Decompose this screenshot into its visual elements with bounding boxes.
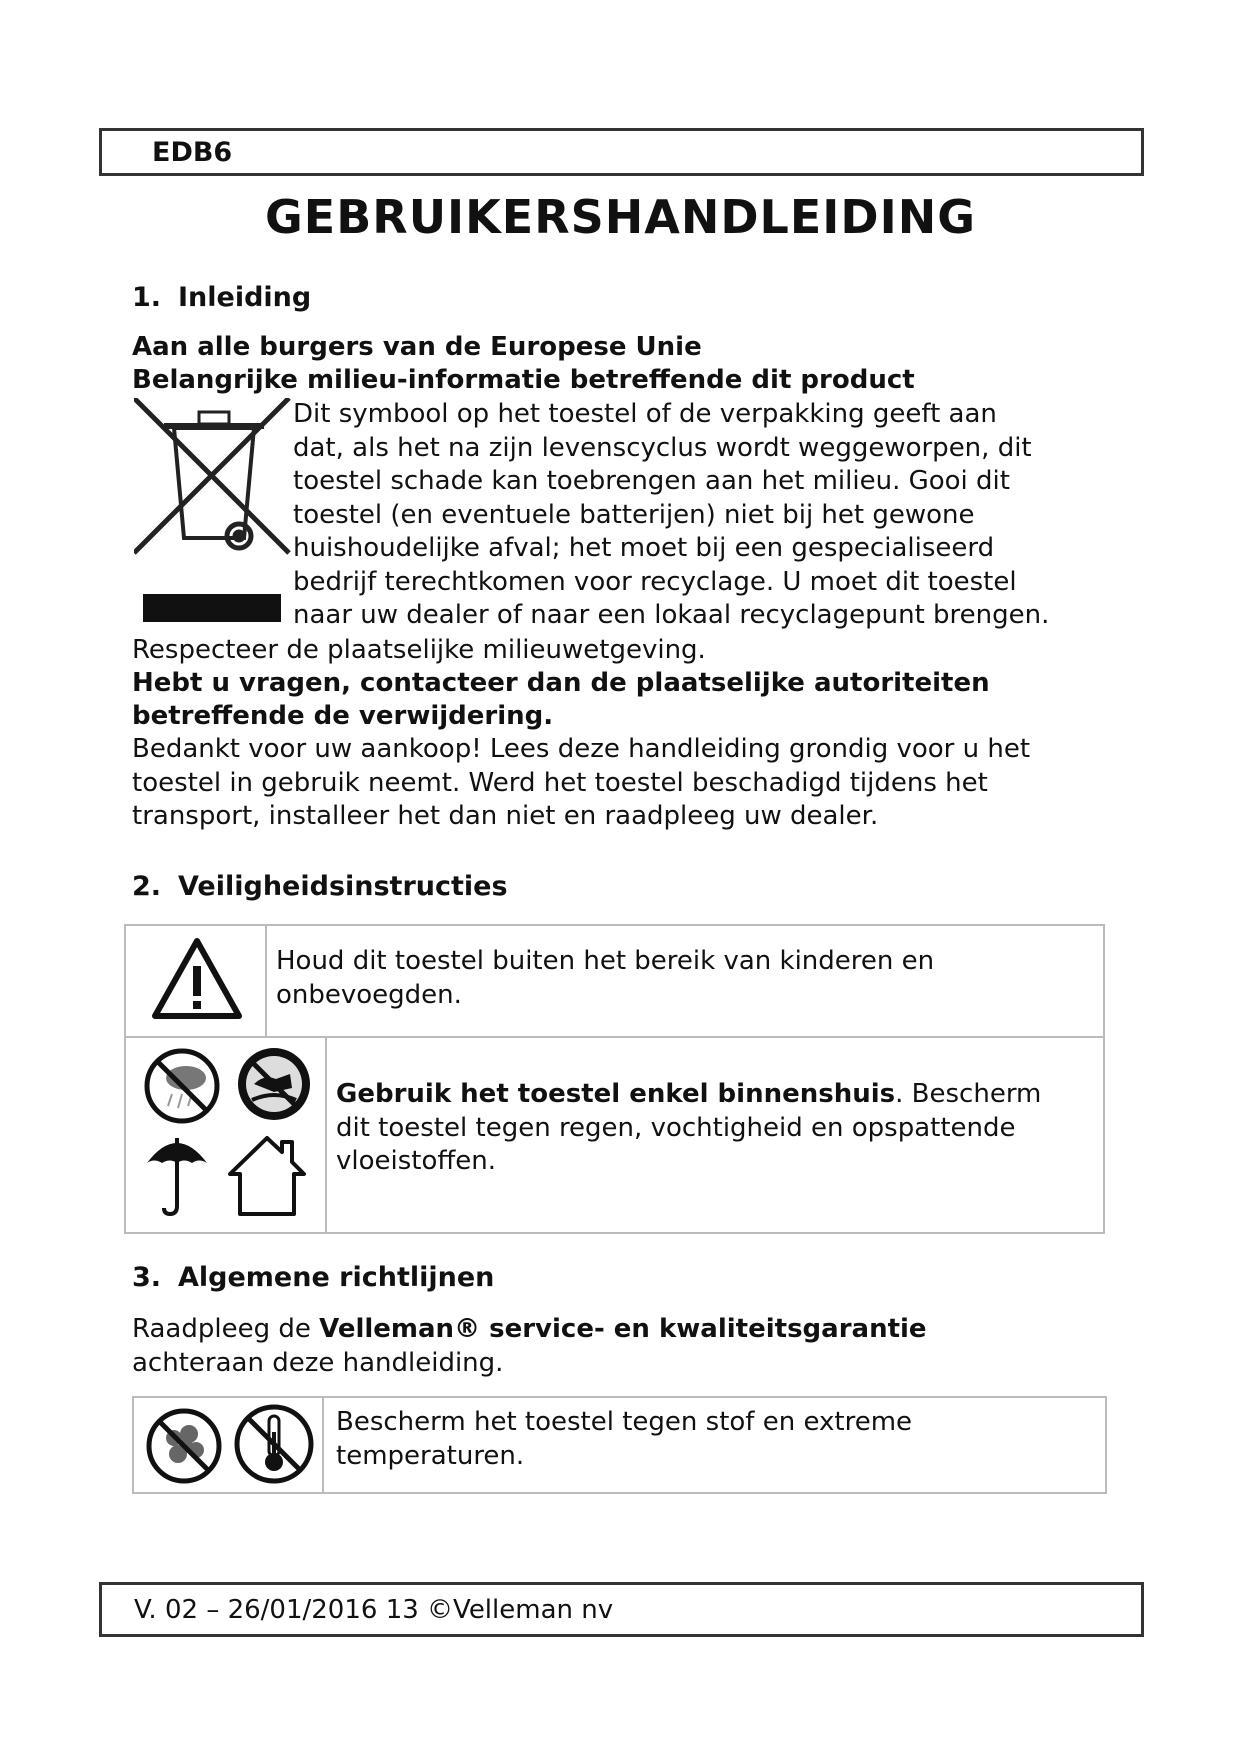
indoor-use-rest: . Bescherm [895,1079,1042,1109]
warranty-paragraph [132,1313,927,1380]
safety-row-1-text [276,945,934,1012]
footer-text: V. 02 – 26/01/2016 13 ©Velleman nv [134,1595,614,1625]
section-3-heading [132,1262,494,1293]
no-temperature-icon [232,1402,316,1486]
safety-row-2-line: vloeistoffen. [336,1146,497,1176]
no-splash-icon [234,1044,314,1124]
header-box [99,128,1144,176]
eu-citizens-line: Aan alle burgers van de Europese Unie [132,332,702,362]
env-line: toestel schade kan toebrengen aan het milieu. Gooi dit [293,466,1010,496]
section-1-number: 1. [132,282,162,313]
warranty-line-2: achteraan deze handleiding. [132,1347,504,1378]
table-divider [124,1036,1105,1038]
general-row-text [336,1406,912,1473]
indoor-use-bold: Gebruik het toestel enkel binnenshuis [336,1079,896,1109]
warning-triangle-icon [150,936,244,1022]
section-3-number: 3. [132,1262,162,1293]
page-title: GEBRUIKERSHANDLEIDING [265,190,976,244]
env-line: huishoudelijke afval; het moet bij een gespecialiseerd [293,533,995,563]
env-info-line: Belangrijke milieu-informatie betreffende dit product [132,365,915,395]
footer-box [99,1582,1144,1637]
safety-row-1-line: Houd dit toestel buiten het bereik van kinderen en [276,946,935,976]
env-line: toestel (en eventuele batterijen) niet bij het gewone [293,499,975,530]
safety-row-1-line: onbevoegden. [276,979,462,1010]
thanks-line: transport, installeer het dan niet en raadpleeg uw dealer. [132,801,879,831]
general-row-line: Bescherm het toestel tegen stof en extreme [336,1407,913,1437]
table-divider [325,1036,327,1234]
env-line: naar uw dealer of naar een lokaal recyclagepunt brengen. [293,600,1050,630]
safety-row-2-text [336,1078,1041,1179]
no-dust-icon [144,1406,224,1486]
umbrella-icon [142,1128,212,1218]
section-1-title: Inleiding [178,282,312,313]
env-line: dat, als het na zijn levenscyclus wordt weggeworpen, dit [293,432,1032,463]
safety-row-2-first-line [336,1078,1041,1112]
thanks-line: Bedankt voor uw aankoop! Lees deze handleiding grondig voor u het [132,734,1031,764]
questions-line-2: betreffende de verwijdering. [132,701,554,731]
crossed-out-bin-icon [134,398,294,628]
table-divider [265,924,267,1036]
general-row-line: temperaturen. [336,1440,525,1471]
env-text-block [293,398,1049,633]
section-2-title: Veiligheidsinstructies [178,871,508,902]
table-divider [322,1396,324,1494]
thanks-paragraph [132,733,1030,834]
warranty-bold: Velleman® service- en kwaliteitsgarantie [319,1314,927,1344]
model-name: EDB6 [152,137,233,168]
no-rain-icon [142,1046,222,1126]
respect-line: Respecteer de plaatselijke milieuwetgeving. [132,635,706,665]
warranty-pre: Raadpleeg de [132,1314,320,1344]
env-line: bedrijf terechtkomen voor recyclage. U moet dit toestel [293,566,1017,597]
section-3-title: Algemene richtlijnen [178,1262,495,1293]
env-line: Dit symbool op het toestel of de verpakking geeft aan [293,399,997,429]
safety-row-2-line: dit toestel tegen regen, vochtigheid en opspattende [336,1112,1016,1143]
questions-line-1: Hebt u vragen, contacteer dan de plaatselijke autoriteiten [132,668,990,698]
warranty-line-1 [132,1313,927,1347]
section-1-heading [132,282,311,313]
house-icon [222,1130,312,1220]
thanks-line: toestel in gebruik neemt. Werd het toestel beschadigd tijdens het [132,767,988,798]
section-2-heading [132,871,508,902]
section-2-number: 2. [132,871,162,902]
